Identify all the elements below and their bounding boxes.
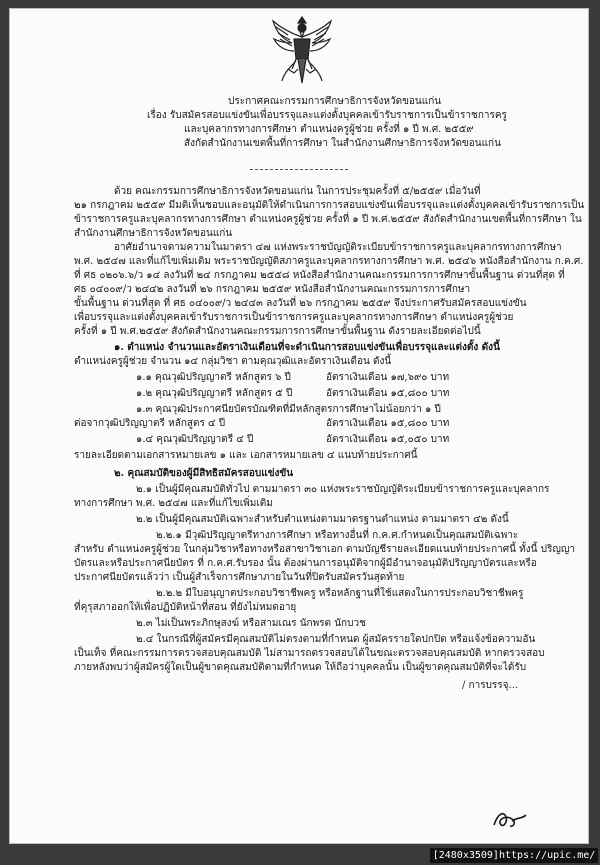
body-line: ประกาศนียบัตรแล้วว่า เป็นผู้สำเร็จการศึกษาภายในวันที่ปิดรับสมัครวันสุดท้าย bbox=[74, 572, 405, 583]
qualification-item: ๑.๑ คุณวุฒิปริญญาตรี หลักสูตร ๖ ปี bbox=[136, 372, 291, 383]
body-line: สำนักงานศึกษาธิการจังหวัดขอนแก่น bbox=[74, 228, 233, 239]
body-line: ศธ ๐๔๐๐๙/ว ๒๔๔๒ ลงวันที่ ๒๖ กรกฎาคม ๒๕๕๙ หนังสือสำนักงานคณะกรรมการการศึกษา bbox=[74, 284, 471, 295]
announcement-subject-line2: และบุคลากรทางการศึกษา ตำแหน่งครูผู้ช่วย ครั้งที่ ๑ ปี พ.ศ. ๒๕๕๙ bbox=[184, 124, 474, 135]
body-line: ที่ ศธ ๐๒๐๖.๖/ว ๑๔ ลงวันที่ ๒๔ กรกฎาคม ๒๕๕๘ หนังสือสำนักงานคณะกรรมการการศึกษาขั้นพื้นฐาน ด่วนที่สุด ที่ bbox=[74, 270, 565, 281]
body-line: ด้วย คณะกรรมการศึกษาธิการจังหวัดขอนแก่น ในการประชุมครั้งที่ ๕/๒๕๕๙ เมื่อวันที่ bbox=[114, 186, 481, 197]
body-line: ภายหลังพบว่าผู้สมัครผู้ใดเป็นผู้ขาดคุณสมบัติตามที่กำหนด ให้ถือว่าบุคคลนั้น เป็นผู้ขาดคุณสมบัติที่จะได้รับ bbox=[74, 662, 527, 673]
garuda-emblem-icon bbox=[270, 13, 334, 87]
body-line: ทางการศึกษา พ.ศ. ๒๕๔๗ และที่แก้ไขเพิ่มเติม bbox=[74, 498, 273, 509]
announcement-subject-line3: สังกัดสำนักงานเขตพื้นที่การศึกษา ในสำนักงานศึกษาธิการจังหวัดขอนแก่น bbox=[184, 138, 501, 149]
body-line: ๒.๒.๒ มีใบอนุญาตประกอบวิชาชีพครู หรือหลักฐานที่ใช้แสดงในการประกอบวิชาชีพครู bbox=[156, 588, 524, 599]
body-line: ๒.๒.๑ มีวุฒิปริญญาตรีทางการศึกษา หรือทางอื่นที่ ก.ค.ศ.กำหนดเป็นคุณสมบัติเฉพาะ bbox=[156, 530, 519, 541]
announcement-subject: เรื่อง รับสมัครสอบแข่งขันเพื่อบรรจุและแต่งตั้งบุคคลเข้ารับราชการเป็นข้าราชการครู bbox=[147, 110, 507, 121]
continuation-marker: / การบรรจุ... bbox=[462, 680, 519, 691]
body-line: ๒๑ กรกฎาคม ๒๕๕๙ มีมติเห็นชอบและอนุมัติให้ดำเนินการการสอบแข่งขันเพื่อบรรจุและแต่งตั้งบุคคลเข้ารับราชการเป็น bbox=[74, 200, 585, 211]
qualification-item-cont: ต่อจากวุฒิปริญญาตรี หลักสูตร ๔ ปี bbox=[74, 418, 226, 429]
section-1-heading: ๑. ตำแหน่ง จำนวนและอัตราเงินเดือนที่จะดำเนินการสอบแข่งขันเพื่อบรรจุและแต่งตั้ง ดังนี้ bbox=[114, 342, 500, 353]
body-line: ขั้นพื้นฐาน ด่วนที่สุด ที่ ศธ ๐๔๐๐๙/ว ๒๔๔๓ ลงวันที่ ๒๖ กรกฎาคม ๒๕๕๙ จึงประกาศรับสมัครสอบแข่งขัน bbox=[74, 298, 527, 309]
body-line: ข้าราชการครูและบุคลากรทางการศึกษา ตำแหน่งครูผู้ช่วย ครั้งที่ ๑ ปี พ.ศ.๒๕๕๙ สังกัดสำนักงานเขตพื้นที่การศึกษา ใน bbox=[74, 214, 582, 225]
header-divider bbox=[250, 169, 348, 170]
qualification-item: ๑.๓ คุณวุฒิประกาศนียบัตรบัณฑิตที่มีหลักสูตรการศึกษาไม่น้อยกว่า ๑ ปี bbox=[136, 404, 441, 415]
section-2-heading: ๒. คุณสมบัติของผู้มีสิทธิสมัครสอบแข่งขัน bbox=[114, 468, 294, 479]
announcement-title: ประกาศคณะกรรมการศึกษาธิการจังหวัดขอนแก่น bbox=[228, 96, 442, 107]
salary-rate: อัตราเงินเดือน ๑๗,๖๙๐ บาท bbox=[326, 372, 450, 383]
body-line: เพื่อบรรจุและแต่งตั้งบุคคลเข้ารับราชการเป็นข้าราชการครูและบุคลากรทางการศึกษา ตำแหน่งครูผู้ช่วย bbox=[74, 312, 514, 323]
body-line: บัตรและหรือประกาศนียบัตร ที่ ก.ค.ศ.รับรอง นั้น ต้องผ่านการอนุมัติจากผู้มีอำนาจอนุมัติปริญญาบัตรและหรือ bbox=[74, 558, 537, 569]
section-1-intro: ตำแหน่งครูผู้ช่วย จำนวน ๑๔ กลุ่มวิชา ตามคุณวุฒิและอัตราเงินเดือน ดังนี้ bbox=[74, 356, 392, 367]
body-line: ๒.๓ ไม่เป็นพระภิกษุสงฆ์ หรือสามเณร นักพรต นักบวช bbox=[136, 618, 366, 629]
body-line: ครั้งที่ ๑ ปี พ.ศ.๒๕๕๙ สังกัดสำนักงานคณะกรรมการการศึกษาขั้นพื้นฐาน ดังรายละเอียดต่อไปนี้ bbox=[74, 326, 481, 337]
document-page bbox=[9, 8, 589, 844]
salary-rate: อัตราเงินเดือน ๑๕,๐๕๐ บาท bbox=[326, 434, 450, 445]
body-line: ๒.๔ ในกรณีที่ผู้สมัครมีคุณสมบัติไม่ตรงตามที่กำหนด ผู้สมัครรายใดปกปิด หรือแจ้งข้อความอัน bbox=[136, 634, 536, 645]
qualification-item: ๑.๔ คุณวุฒิปริญญาตรี ๔ ปี bbox=[136, 434, 254, 445]
signature-icon bbox=[490, 807, 530, 833]
salary-rate: อัตราเงินเดือน ๑๕,๘๐๐ บาท bbox=[326, 418, 450, 429]
body-line: ๒.๑ เป็นผู้มีคุณสมบัติทั่วไป ตามมาตรา ๓๐ แห่งพระราชบัญญัติระเบียบข้าราชการครูและบุคลากร bbox=[136, 484, 550, 495]
body-line: พ.ศ. ๒๕๔๗ และที่แก้ไขเพิ่มเติม พระราชบัญญัติสภาครูและบุคลากรทางการศึกษา พ.ศ. ๒๕๔๖ หนังสือสำนักงาน ก.ค.ศ. bbox=[74, 256, 584, 267]
body-line: ๒.๒ เป็นผู้มีคุณสมบัติเฉพาะสำหรับตำแหน่งตามมาตรฐานตำแหน่ง ตามมาตรา ๔๒ ดังนี้ bbox=[136, 514, 509, 525]
salary-rate: อัตราเงินเดือน ๑๕,๘๐๐ บาท bbox=[326, 388, 450, 399]
body-line: ที่คุรุสภาออกให้เพื่อปฏิบัติหน้าที่สอน ที่ยังไม่หมดอายุ bbox=[74, 602, 297, 613]
qualification-item: ๑.๒ คุณวุฒิปริญญาตรี หลักสูตร ๕ ปี bbox=[136, 388, 293, 399]
section-1-note: รายละเอียดตามเอกสารหมายเลข ๑ และ เอกสารหมายเลข ๔ แนบท้ายประกาศนี้ bbox=[74, 450, 418, 461]
image-source-footer: [2480x3509]https://upic.me/ bbox=[430, 848, 598, 863]
body-line: อาศัยอำนาจตามความในมาตรา ๔๗ แห่งพระราชบัญญัติระเบียบข้าราชการครูและบุคลากรทางการศึกษา bbox=[114, 242, 562, 253]
body-line: สำหรับ ตำแหน่งครูผู้ช่วย ในกลุ่มวิชาหรือทางหรือสาขาวิชาเอก ตามบัญชีรายละเอียดแนบท้ายประกาศนี้ ทั้งนี้ ปริญญา bbox=[74, 544, 575, 555]
body-line: เป็นเท็จ ที่คณะกรรมการตรวจสอบคุณสมบัติ ไม่สามารถตรวจสอบได้ในขณะตรวจสอบคุณสมบัติ หากตรวจสอบ bbox=[74, 648, 545, 659]
